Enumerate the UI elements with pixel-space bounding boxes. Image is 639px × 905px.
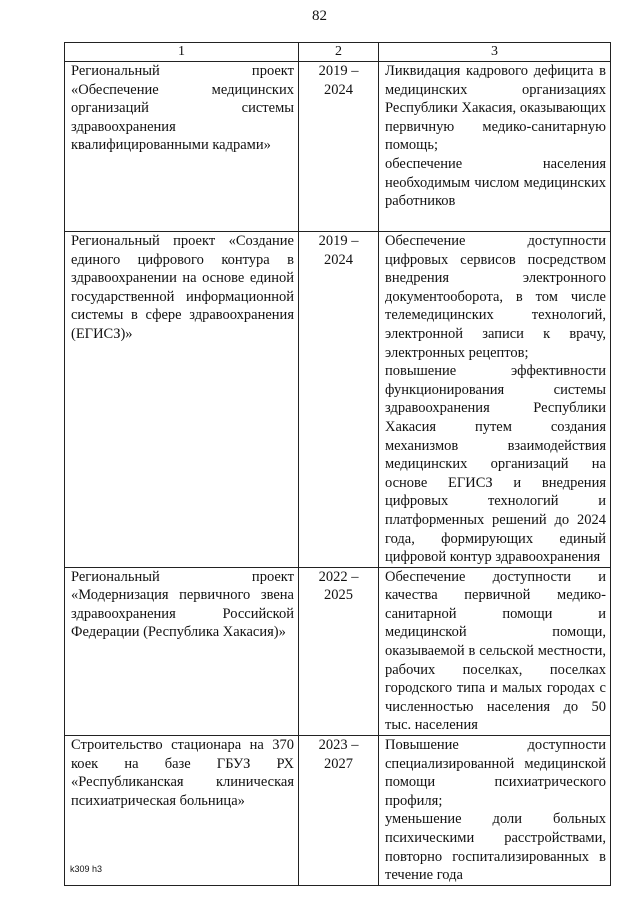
period-end: 2024 [324, 251, 353, 268]
project-name-cell: Региональный проект «Обеспечение медицинских организаций системы здравоохранения квалифицированными кадрами» [65, 62, 299, 232]
description-paragraph: уменьшение доли больных психическими расстройствами, повторно госпитализированных в течение года [385, 811, 606, 884]
description-paragraph: Обеспечение доступности и качества первичной медико-санитарной помощи и медицинской помощи, оказываемой в сельской местности, рабочих поселках, поселках городского типа и малых городах с численностью населения до 50 тыс. населения [385, 568, 606, 734]
period-cell [299, 736, 379, 886]
period-start: 2019 – [318, 233, 359, 249]
period-end: 2027 [324, 755, 353, 772]
period-cell [299, 232, 379, 568]
projects-table [64, 42, 611, 886]
project-name-cell: Строительство стационара на 370 коек на базе ГБУЗ РХ «Республиканская клиническая психиатрическая больница» [65, 736, 299, 886]
description-cell [379, 567, 611, 735]
period-start: 2022 – [318, 568, 359, 585]
project-name-cell: Региональный проект «Создание единого цифрового контура в здравоохранении на основе единой государственной информационной системы в сфере здравоохранения (ЕГИСЗ)» [65, 232, 299, 568]
description-cell [379, 736, 611, 886]
period-end: 2024 [324, 81, 353, 98]
period-start: 2023 – [318, 737, 359, 754]
description-paragraph: Ликвидация кадрового дефицита в медицинских организациях Республики Хакасия, оказывающих первичную медико-санитарную помощь; [385, 63, 606, 154]
period-start: 2019 – [318, 63, 359, 79]
period-cell [299, 62, 379, 232]
page-number: 82 [312, 8, 327, 24]
period-cell [299, 567, 379, 735]
table-header-row [65, 43, 611, 62]
description-cell [379, 62, 611, 232]
table-row [65, 736, 611, 886]
description-paragraph: повышение эффективности функционирования системы здравоохранения Республики Хакасия путем создания механизмов взаимодействия медицинских организаций на основе ЕГИСЗ и внедрения цифровых технологий и платформенных решений до 2024 года, формирующих единый цифровой контур здравоохранения [385, 363, 606, 566]
description-paragraph: обеспечение населения необходимым числом медицинских работников [385, 155, 606, 210]
footer-code: k309 h3 [70, 864, 103, 874]
period-end: 2025 [324, 587, 353, 604]
table-row [65, 62, 611, 232]
table-row [65, 567, 611, 735]
project-name-cell: Региональный проект «Модернизация первичного звена здравоохранения Российской Федерации (Республика Хакасия)» [65, 567, 299, 735]
column-header-2: 2 [299, 43, 379, 62]
description-cell [379, 232, 611, 568]
column-header-1: 1 [65, 43, 299, 62]
table-row [65, 232, 611, 568]
column-header-3: 3 [379, 43, 611, 62]
description-paragraph: Обеспечение доступности цифровых сервисов посредством внедрения электронного документооборота, в том числе телемедицинских технологий, электронной записи к врачу, электронных рецептов; [385, 233, 606, 361]
description-paragraph: Повышение доступности специализированной медицинской помощи психиатрического профиля; [385, 737, 606, 809]
